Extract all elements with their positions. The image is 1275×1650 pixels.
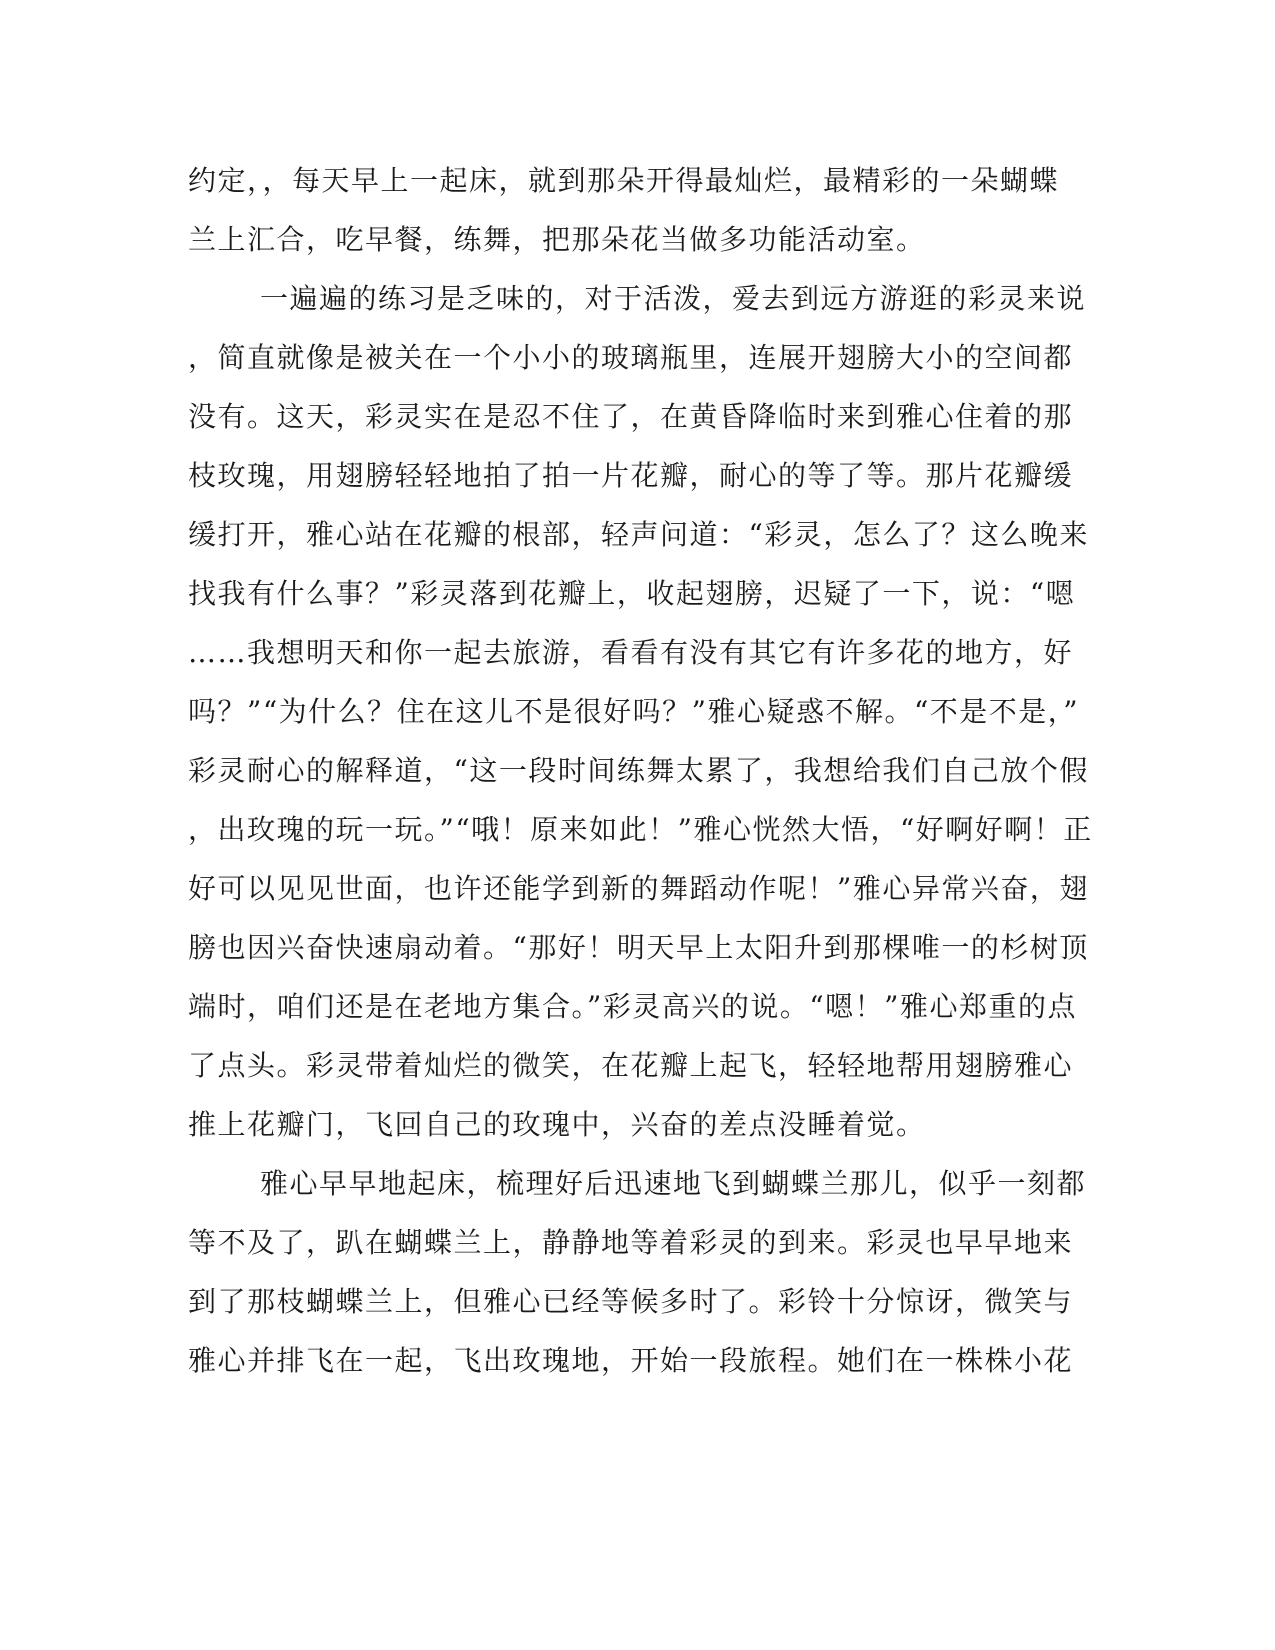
paragraph-first-line: 雅心早早地起床，梳理好后迅速地飞到蝴蝶兰那儿，似乎一刻都 bbox=[260, 1167, 1087, 1200]
text-line: 枝玫瑰，用翅膀轻轻地拍了拍一片花瓣，耐心的等了等。那片花瓣缓 bbox=[188, 459, 1074, 492]
text-line: 端时，咱们还是在老地方集合。”彩灵高兴的说。“嗯！”雅心郑重的点 bbox=[188, 990, 1077, 1023]
text-line: 约定，，每天早上一起床，就到那朵开得最灿烂，最精彩的一朵蝴蝶 bbox=[188, 164, 1060, 197]
text-line: 彩灵耐心的解释道，“这一段时间练舞太累了，我想给我们自己放个假 bbox=[188, 754, 1089, 787]
text-line: 没有。这天，彩灵实在是忍不住了，在黄昏降临时来到雅心住着的那 bbox=[188, 400, 1074, 433]
paragraph-first-line: 一遍遍的练习是乏味的，对于活泼，爱去到远方游逛的彩灵来说 bbox=[260, 282, 1087, 315]
text-line: 推上花瓣门，飞回自己的玫瑰中，兴奋的差点没睡着觉。 bbox=[188, 1108, 926, 1141]
text-line: 缓打开，雅心站在花瓣的根部，轻声问道：“彩灵，怎么了？这么晚来 bbox=[188, 518, 1089, 551]
text-line: 好可以见见世面，也许还能学到新的舞蹈动作呢！”雅心异常兴奋，翅 bbox=[188, 872, 1089, 905]
text-line: 雅心并排飞在一起，飞出玫瑰地，开始一段旅程。她们在一株株小花 bbox=[188, 1344, 1074, 1377]
text-line: 等不及了，趴在蝴蝶兰上，静静地等着彩灵的到来。彩灵也早早地来 bbox=[188, 1226, 1074, 1259]
text-line: 吗？”“为什么？住在这儿不是很好吗？”雅心疑惑不解。“不是不是，” bbox=[188, 695, 1080, 728]
text-line: ，出玫瑰的玩一玩。”“哦！原来如此！”雅心恍然大悟，“好啊好啊！正 bbox=[188, 813, 1093, 846]
text-line: 找我有什么事？”彩灵落到花瓣上，收起翅膀，迟疑了一下，说：“嗯 bbox=[188, 577, 1076, 610]
text-line: 到了那枝蝴蝶兰上，但雅心已经等候多时了。彩铃十分惊讶，微笑与 bbox=[188, 1285, 1074, 1318]
text-line: ……我想明天和你一起去旅游，看看有没有其它有许多花的地方，好 bbox=[188, 636, 1074, 669]
text-line: 膀也因兴奋快速扇动着。“那好！明天早上太阳升到那棵唯一的杉树顶 bbox=[188, 931, 1089, 964]
text-line: 了点头。彩灵带着灿烂的微笑，在花瓣上起飞，轻轻地帮用翅膀雅心 bbox=[188, 1049, 1074, 1082]
text-line: 兰上汇合，吃早餐，练舞，把那朵花当做多功能活动室。 bbox=[188, 223, 926, 256]
text-line: ，简直就像是被关在一个小小的玻璃瓶里，连展开翅膀大小的空间都 bbox=[188, 341, 1074, 374]
